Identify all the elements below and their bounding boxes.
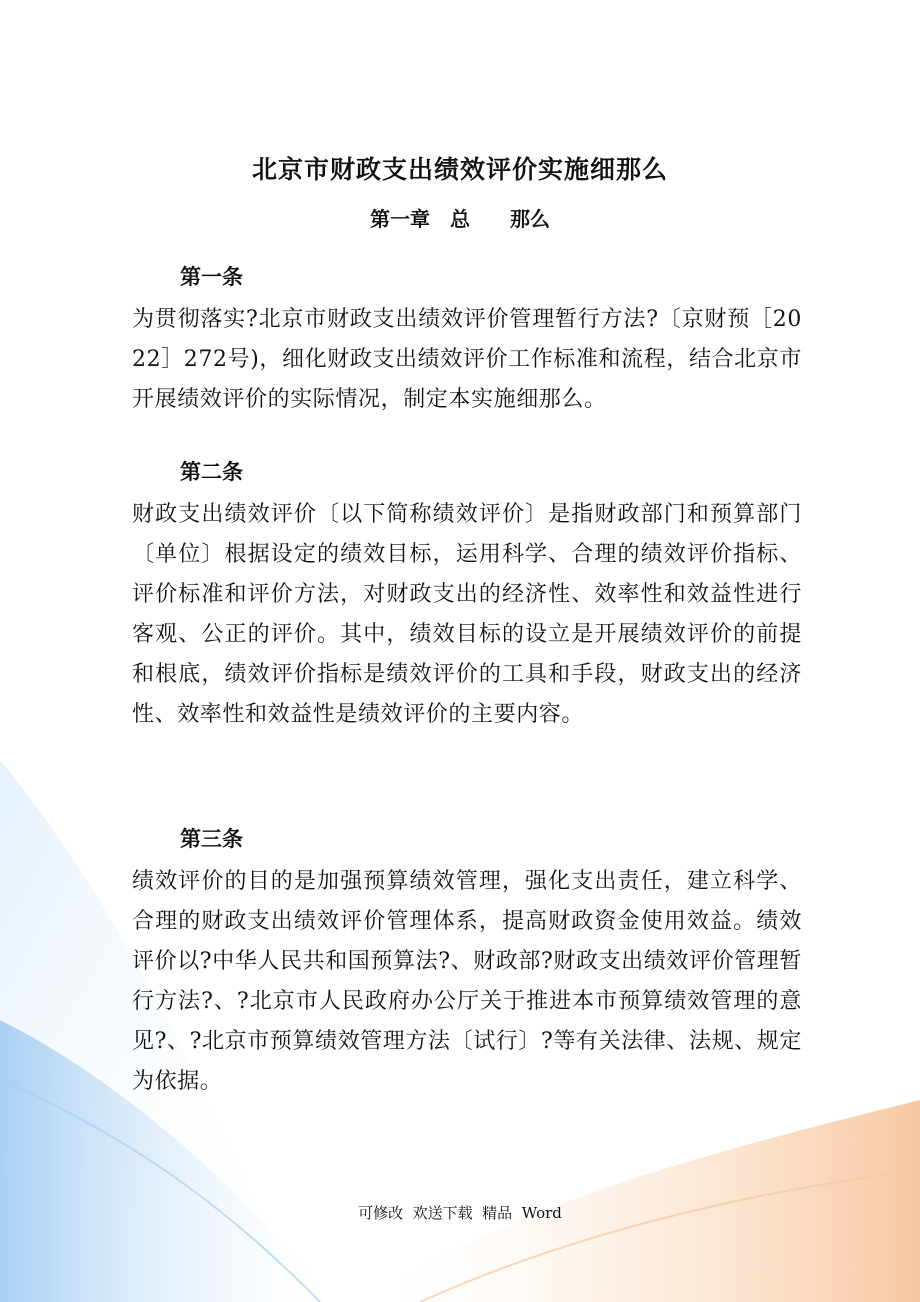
article-heading: 第三条 [180,826,243,851]
article-body: 绩效评价的目的是加强预算绩效管理，强化支出责任，建立科学、合理的财政支出绩效评价管理体系，提高财政资金使用效益。绩效评价以?中华人民共和国预算法?、财政部?财政支出绩效评价管理暂行方法?、?北京市人民政府办公厅关于推进本市预算绩效管理的意见?、?北京市预算绩效管理方法〔试行〕?等有关法律、法规、规定为依据。 [132,869,802,1094]
article-body: 为贯彻落实?北京市财政支出绩效评价管理暂行方法?〔京财预［2022］272号)，细化财政支出绩效评价工作标准和流程，结合北京市开展绩效评价的实际情况，制定本实施细那么。 [132,307,802,412]
article-2 [132,457,802,735]
article-1 [132,262,802,420]
document-title: 北京市财政支出绩效评价实施细那么 [251,155,668,184]
footer-note: 可修改 欢送下载 精品 Word [358,1204,562,1222]
chapter-title: 第一章 总 那么 [370,207,550,231]
article-3 [132,824,802,1102]
article-heading: 第二条 [180,459,243,484]
article-heading: 第一条 [180,264,243,289]
article-body: 财政支出绩效评价〔以下简称绩效评价〕是指财政部门和预算部门〔单位〕根据设定的绩效目标，运用科学、合理的绩效评价指标、评价标准和评价方法，对财政支出的经济性、效率性和效益性进行客观、公正的评价。其中，绩效目标的设立是开展绩效评价的前提和根底，绩效评价指标是绩效评价的工具和手段，财政支出的经济性、效率性和效益性是绩效评价的主要内容。 [132,502,802,727]
